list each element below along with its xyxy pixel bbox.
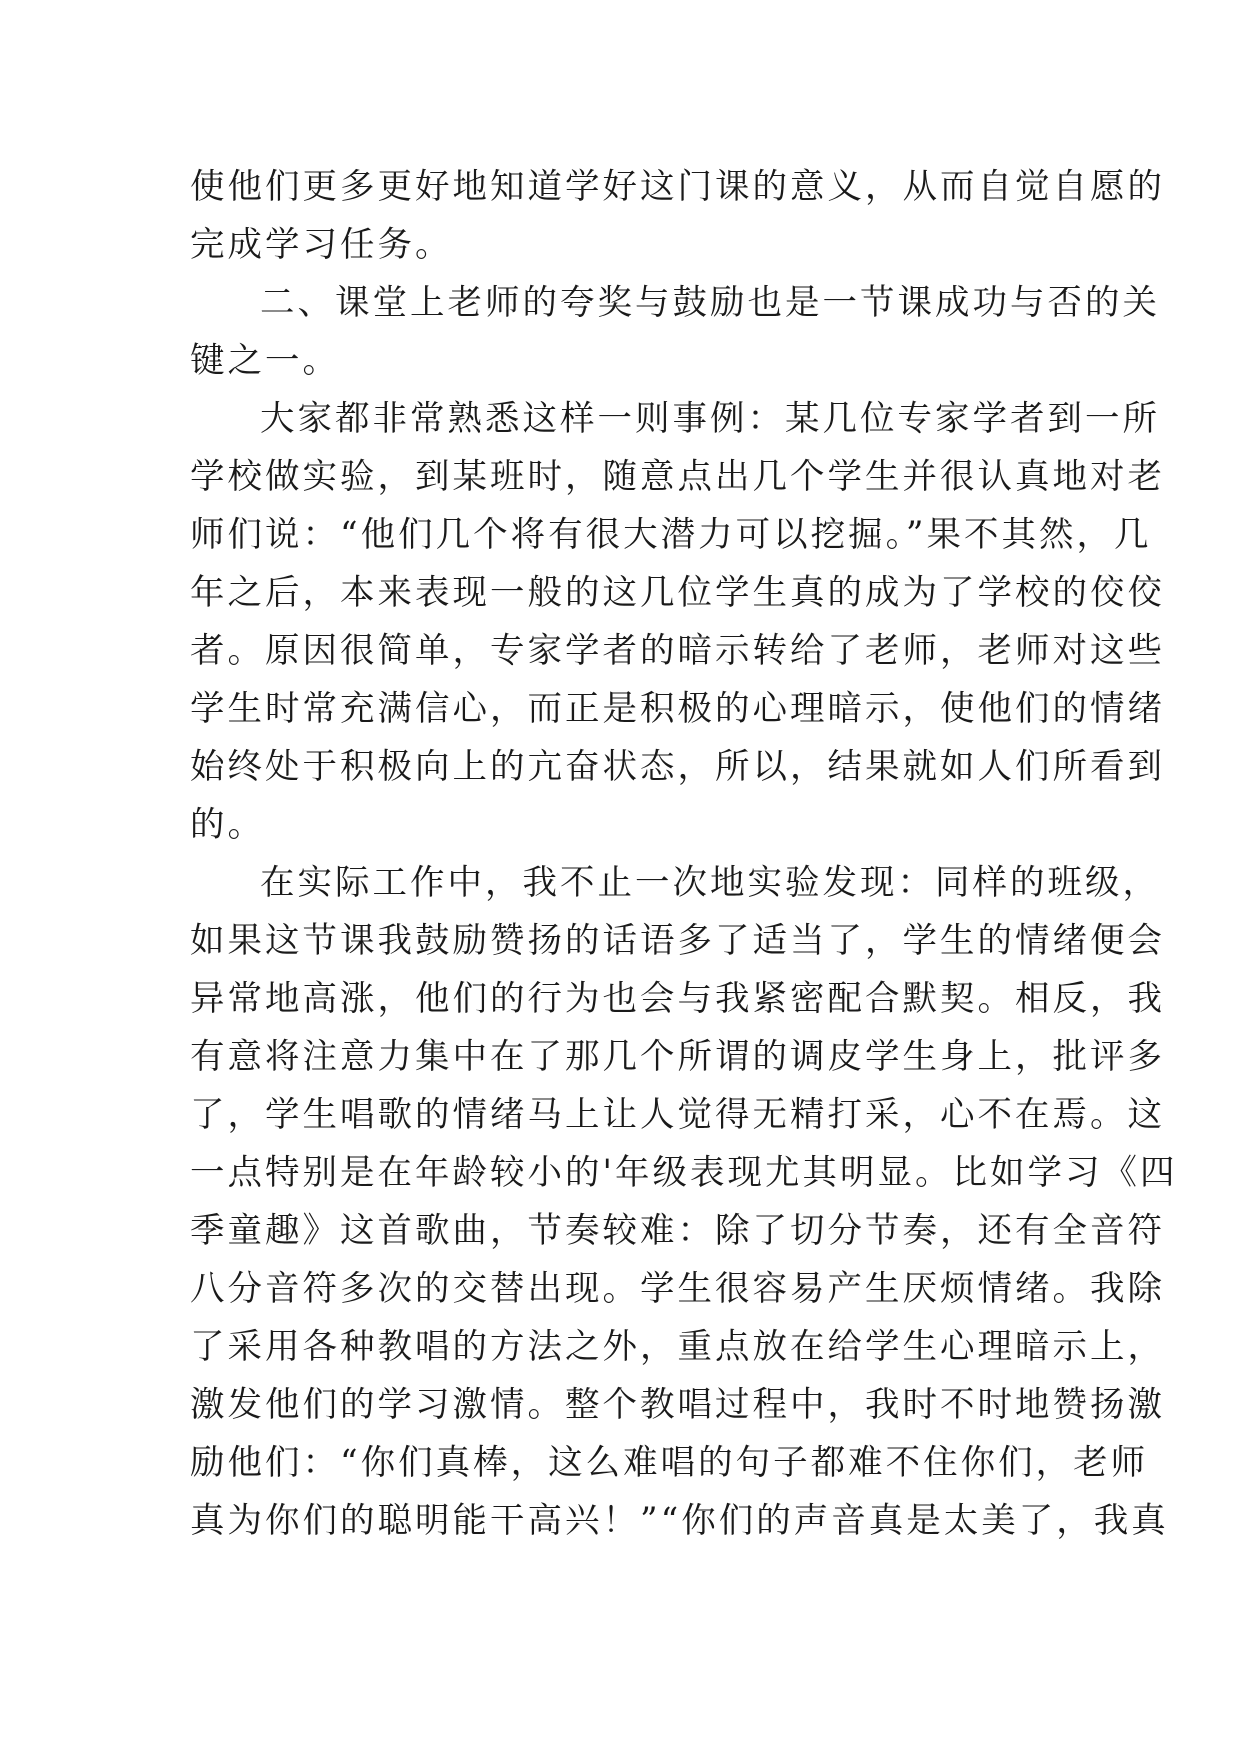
text-line: 的。 (190, 805, 265, 845)
text-line: 真为你们的聪明能干高兴！”“你们的声音真是太美了，我真 (190, 1501, 1169, 1541)
text-line: 学校做实验，到某班时，随意点出几个学生并很认真地对老 (190, 457, 1165, 497)
text-line: 励他们：“你们真棒，这么难唱的句子都难不住你们，老师 (190, 1443, 1149, 1483)
text-line: 键之一。 (190, 341, 340, 381)
paragraph-4 (190, 854, 1178, 1550)
paragraph-2-heading (190, 274, 1160, 390)
text-line: 一点特别是在年龄较小的'年级表现尤其明显。比如学习《四 (190, 1153, 1178, 1193)
text-line: 使他们更多更好地知道学好这门课的意义，从而自觉自愿的 (190, 167, 1165, 207)
text-line: 在实际工作中，我不止一次地实验发现：同样的班级， (260, 863, 1160, 903)
document-body (190, 158, 1178, 1550)
text-line: 年之后，本来表现一般的这几位学生真的成为了学校的佼佼 (190, 573, 1165, 613)
text-line: 二、课堂上老师的夸奖与鼓励也是一节课成功与否的关 (260, 283, 1160, 323)
text-line: 有意将注意力集中在了那几个所谓的调皮学生身上，批评多 (190, 1037, 1165, 1077)
text-line: 大家都非常熟悉这样一则事例：某几位专家学者到一所 (260, 399, 1160, 439)
paragraph-1 (190, 158, 1165, 274)
text-line: 始终处于积极向上的亢奋状态，所以，结果就如人们所看到 (190, 747, 1165, 787)
text-line: 异常地高涨，他们的行为也会与我紧密配合默契。相反，我 (190, 979, 1165, 1019)
text-line: 学生时常充满信心，而正是积极的心理暗示，使他们的情绪 (190, 689, 1165, 729)
text-line: 八分音符多次的交替出现。学生很容易产生厌烦情绪。我除 (190, 1269, 1165, 1309)
text-line: 了采用各种教唱的方法之外，重点放在给学生心理暗示上， (190, 1327, 1165, 1367)
text-line: 完成学习任务。 (190, 225, 453, 265)
text-line: 了，学生唱歌的情绪马上让人觉得无精打采，心不在焉。这 (190, 1095, 1165, 1135)
text-line: 季童趣》这首歌曲，节奏较难：除了切分节奏，还有全音符 (190, 1211, 1165, 1251)
paragraph-3 (190, 390, 1165, 854)
text-line: 激发他们的学习激情。整个教唱过程中，我时不时地赞扬激 (190, 1385, 1165, 1425)
text-line: 如果这节课我鼓励赞扬的话语多了适当了，学生的情绪便会 (190, 921, 1165, 961)
text-line: 师们说：“他们几个将有很大潜力可以挖掘。”果不其然，几 (190, 515, 1152, 555)
text-line: 者。原因很简单，专家学者的暗示转给了老师，老师对这些 (190, 631, 1165, 671)
